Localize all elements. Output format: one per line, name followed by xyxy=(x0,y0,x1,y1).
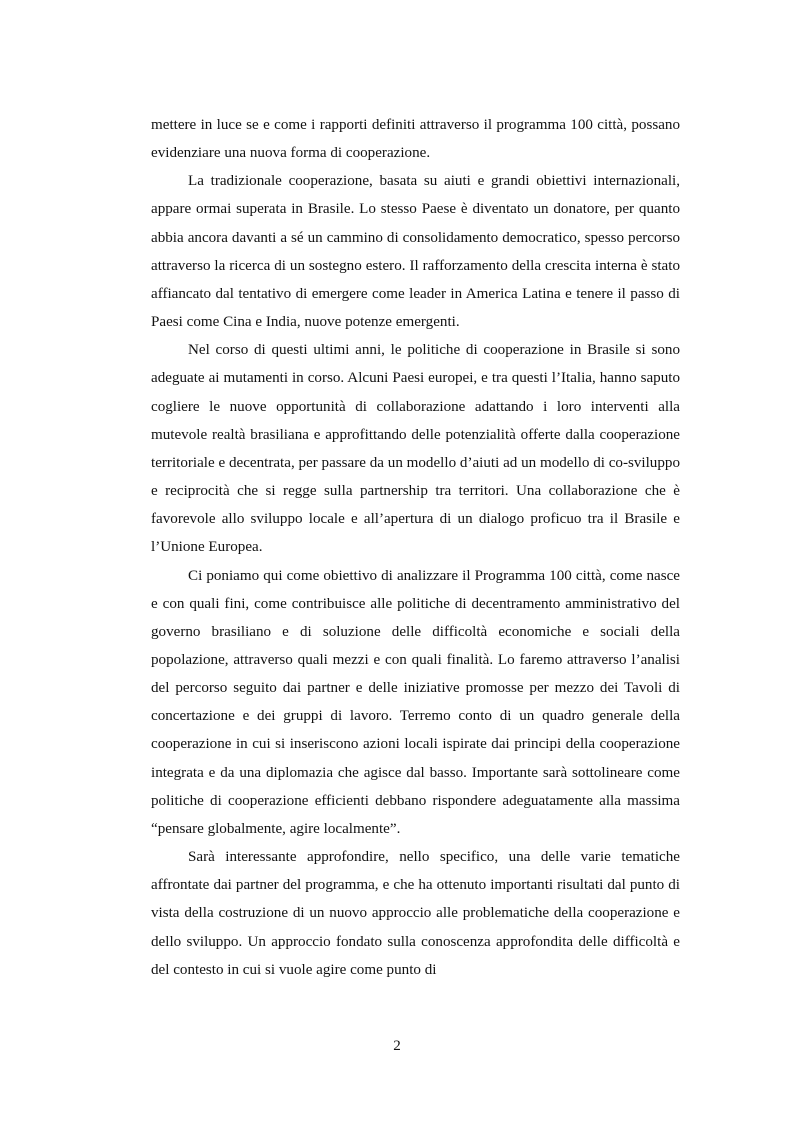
paragraph-approach: Sarà interessante approfondire, nello specifico, una delle varie tematiche affrontate dai partner del programma, e che ha ottenuto importanti risultati dal punto di vista della costruzione di un nuovo approccio alle problematiche della cooperazione e dello sviluppo. Un approccio fondato sulla conoscenza approfondita delle difficoltà e del contesto in cui si vuole agire come punto di xyxy=(151,849,680,978)
body-text xyxy=(151,111,680,984)
paragraph-continuation: mettere in luce se e come i rapporti definiti attraverso il programma 100 città, possano evidenziare una nuova forma di cooperazione. xyxy=(151,117,680,162)
page-number: 2 xyxy=(393,1038,401,1054)
paragraph-objectives: Ci poniamo qui come obiettivo di analizzare il Programma 100 città, come nasce e con quali fini, come contribuisce alle politiche di decentramento amministrativo del governo brasiliano e di soluzione delle difficoltà economiche e sociali della popolazione, attraverso quali mezzi e con quali finalità. Lo faremo attraverso l’analisi del percorso seguito dai partner e delle iniziative promosse per mezzo dei Tavoli di concertazione e dei gruppi di lavoro. Terremo conto di un quadro generale della cooperazione in cui si inseriscono azioni locali ispirate dai principi della cooperazione integrata e da una diplomazia che agisce dal basso. Importante sarà sottolineare come politiche di cooperazione efficienti debbano rispondere adeguatamente alla massima “pensare globalmente, agire localmente”. xyxy=(151,567,680,837)
paragraph-traditional-cooperation: La tradizionale cooperazione, basata su aiuti e grandi obiettivi internazionali, appare ormai superata in Brasile. Lo stesso Paese è diventato un donatore, per quanto abbia ancora davanti a sé un cammino di consolidamento democratico, spesso percorso attraverso la ricerca di un sostegno estero. Il rafforzamento della crescita interna è stato affiancato dal tentativo di emergere come leader in America Latina e tenere il passo di Paesi come Cina e India, nuove potenze emergenti. xyxy=(151,173,680,331)
paragraph-cooperation-policies: Nel corso di questi ultimi anni, le politiche di cooperazione in Brasile si sono adeguate ai mutamenti in corso. Alcuni Paesi europei, e tra questi l’Italia, hanno saputo cogliere le nuove opportunità di collaborazione adattando i loro interventi alla mutevole realtà brasiliana e approfittando delle potenzialità offerte dalla cooperazione territoriale e decentrata, per passare da un modello d’aiuti ad un modello di co-sviluppo e reciprocità che si regge sulla partnership tra territori. Una collaborazione che è favorevole allo sviluppo locale e all’apertura di un dialogo proficuo tra il Brasile e l’Unione Europea. xyxy=(151,342,680,556)
